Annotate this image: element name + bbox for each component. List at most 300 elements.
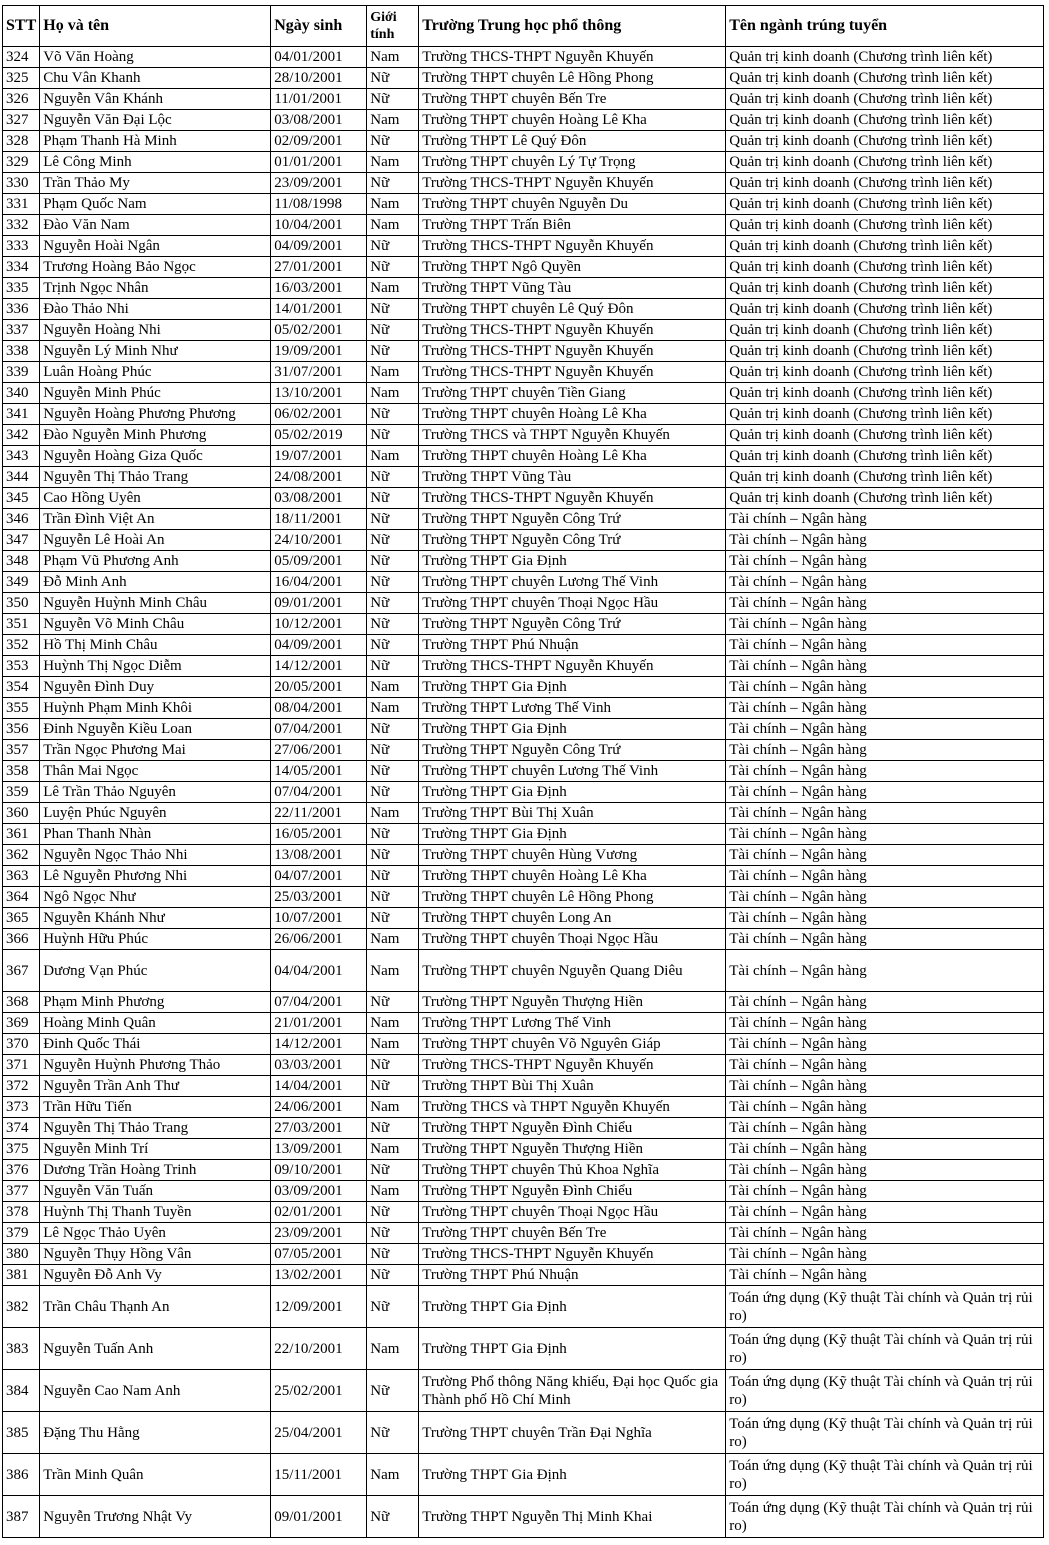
cell-major: Quản trị kinh doanh (Chương trình liên kết) bbox=[726, 47, 1044, 68]
cell-stt: 336 bbox=[3, 299, 40, 320]
cell-major: Tài chính – Ngân hàng bbox=[726, 887, 1044, 908]
table-row bbox=[3, 152, 1044, 173]
cell-major: Quản trị kinh doanh (Chương trình liên kết) bbox=[726, 341, 1044, 362]
cell-dob: 03/03/2001 bbox=[271, 1055, 367, 1076]
cell-school: Trường THPT chuyên Nguyễn Quang Diêu bbox=[419, 950, 726, 992]
cell-major: Tài chính – Ngân hàng bbox=[726, 656, 1044, 677]
table-body bbox=[3, 47, 1044, 1538]
cell-school: Trường THCS-THPT Nguyễn Khuyến bbox=[419, 1055, 726, 1076]
cell-school: Trường THPT chuyên Thoại Ngọc Hầu bbox=[419, 929, 726, 950]
cell-school: Trường THCS-THPT Nguyễn Khuyến bbox=[419, 656, 726, 677]
cell-school: Trường THPT Gia Định bbox=[419, 1454, 726, 1496]
cell-school: Trường THPT chuyên Bến Tre bbox=[419, 89, 726, 110]
cell-stt: 357 bbox=[3, 740, 40, 761]
cell-stt: 337 bbox=[3, 320, 40, 341]
cell-school: Trường THPT chuyên Lê Hồng Phong bbox=[419, 68, 726, 89]
cell-dob: 10/07/2001 bbox=[271, 908, 367, 929]
cell-major: Tài chính – Ngân hàng bbox=[726, 572, 1044, 593]
cell-name: Dương Trần Hoàng Trinh bbox=[40, 1160, 271, 1181]
cell-major: Tài chính – Ngân hàng bbox=[726, 1097, 1044, 1118]
cell-major: Tài chính – Ngân hàng bbox=[726, 1160, 1044, 1181]
table-row bbox=[3, 383, 1044, 404]
cell-school: Trường THPT chuyên Hùng Vương bbox=[419, 845, 726, 866]
table-row bbox=[3, 89, 1044, 110]
cell-school: Trường THPT Lương Thế Vinh bbox=[419, 1013, 726, 1034]
cell-gender: Nam bbox=[367, 47, 419, 68]
cell-gender: Nữ bbox=[367, 131, 419, 152]
cell-dob: 23/09/2001 bbox=[271, 173, 367, 194]
table-row bbox=[3, 656, 1044, 677]
cell-dob: 22/10/2001 bbox=[271, 1328, 367, 1370]
cell-name: Đào Thảo Nhi bbox=[40, 299, 271, 320]
cell-dob: 07/04/2001 bbox=[271, 719, 367, 740]
cell-name: Huỳnh Thị Thanh Tuyền bbox=[40, 1202, 271, 1223]
cell-name: Nguyễn Hoài Ngân bbox=[40, 236, 271, 257]
cell-dob: 04/09/2001 bbox=[271, 236, 367, 257]
cell-major: Toán ứng dụng (Kỹ thuật Tài chính và Quản trị rủi ro) bbox=[726, 1454, 1044, 1496]
cell-school: Trường THPT Nguyễn Thượng Hiền bbox=[419, 1139, 726, 1160]
cell-dob: 07/04/2001 bbox=[271, 992, 367, 1013]
cell-stt: 351 bbox=[3, 614, 40, 635]
cell-major: Tài chính – Ngân hàng bbox=[726, 908, 1044, 929]
table-row bbox=[3, 866, 1044, 887]
cell-stt: 376 bbox=[3, 1160, 40, 1181]
cell-gender: Nữ bbox=[367, 1076, 419, 1097]
cell-school: Trường THPT Lê Quý Đôn bbox=[419, 131, 726, 152]
cell-dob: 24/06/2001 bbox=[271, 1097, 367, 1118]
cell-name: Lê Nguyễn Phương Nhi bbox=[40, 866, 271, 887]
table-row bbox=[3, 761, 1044, 782]
cell-name: Trần Minh Quân bbox=[40, 1454, 271, 1496]
cell-stt: 383 bbox=[3, 1328, 40, 1370]
cell-major: Quản trị kinh doanh (Chương trình liên kết) bbox=[726, 68, 1044, 89]
table-row bbox=[3, 803, 1044, 824]
cell-name: Trương Hoàng Bảo Ngọc bbox=[40, 257, 271, 278]
cell-major: Tài chính – Ngân hàng bbox=[726, 992, 1044, 1013]
cell-name: Hồ Thị Minh Châu bbox=[40, 635, 271, 656]
cell-school: Trường THCS-THPT Nguyễn Khuyến bbox=[419, 320, 726, 341]
table-row bbox=[3, 1223, 1044, 1244]
cell-dob: 25/03/2001 bbox=[271, 887, 367, 908]
cell-name: Đào Nguyễn Minh Phương bbox=[40, 425, 271, 446]
cell-gender: Nữ bbox=[367, 1286, 419, 1328]
cell-dob: 07/04/2001 bbox=[271, 782, 367, 803]
cell-dob: 04/07/2001 bbox=[271, 866, 367, 887]
cell-name: Lê Trần Thảo Nguyên bbox=[40, 782, 271, 803]
cell-gender: Nữ bbox=[367, 908, 419, 929]
header-gender: Giới tính bbox=[367, 6, 419, 47]
cell-gender: Nữ bbox=[367, 782, 419, 803]
cell-gender: Nữ bbox=[367, 488, 419, 509]
cell-dob: 14/12/2001 bbox=[271, 656, 367, 677]
cell-stt: 366 bbox=[3, 929, 40, 950]
cell-gender: Nữ bbox=[367, 1496, 419, 1538]
cell-name: Nguyễn Văn Tuấn bbox=[40, 1181, 271, 1202]
cell-dob: 02/01/2001 bbox=[271, 1202, 367, 1223]
cell-school: Trường THPT Bùi Thị Xuân bbox=[419, 803, 726, 824]
cell-stt: 338 bbox=[3, 341, 40, 362]
cell-school: Trường THPT Phú Nhuận bbox=[419, 1265, 726, 1286]
cell-gender: Nữ bbox=[367, 719, 419, 740]
cell-dob: 03/08/2001 bbox=[271, 110, 367, 131]
cell-stt: 380 bbox=[3, 1244, 40, 1265]
cell-name: Đinh Quốc Thái bbox=[40, 1034, 271, 1055]
cell-gender: Nam bbox=[367, 278, 419, 299]
cell-stt: 367 bbox=[3, 950, 40, 992]
cell-name: Nguyễn Thụy Hồng Vân bbox=[40, 1244, 271, 1265]
cell-gender: Nữ bbox=[367, 614, 419, 635]
table-row bbox=[3, 194, 1044, 215]
table-row bbox=[3, 1055, 1044, 1076]
cell-name: Đinh Nguyễn Kiều Loan bbox=[40, 719, 271, 740]
cell-gender: Nữ bbox=[367, 257, 419, 278]
cell-school: Trường THPT chuyên Tiền Giang bbox=[419, 383, 726, 404]
cell-school: Trường THPT Nguyễn Đình Chiểu bbox=[419, 1181, 726, 1202]
cell-name: Nguyễn Hoàng Giza Quốc bbox=[40, 446, 271, 467]
cell-gender: Nam bbox=[367, 803, 419, 824]
cell-dob: 26/06/2001 bbox=[271, 929, 367, 950]
cell-gender: Nữ bbox=[367, 656, 419, 677]
table-row bbox=[3, 950, 1044, 992]
cell-gender: Nữ bbox=[367, 866, 419, 887]
cell-dob: 16/04/2001 bbox=[271, 572, 367, 593]
table-row bbox=[3, 173, 1044, 194]
cell-dob: 14/12/2001 bbox=[271, 1034, 367, 1055]
table-row bbox=[3, 68, 1044, 89]
cell-school: Trường THPT chuyên Thoại Ngọc Hầu bbox=[419, 593, 726, 614]
cell-gender: Nữ bbox=[367, 1160, 419, 1181]
cell-major: Quản trị kinh doanh (Chương trình liên kết) bbox=[726, 278, 1044, 299]
cell-school: Trường THPT Lương Thế Vinh bbox=[419, 698, 726, 719]
cell-major: Quản trị kinh doanh (Chương trình liên kết) bbox=[726, 194, 1044, 215]
cell-name: Nguyễn Hoàng Nhi bbox=[40, 320, 271, 341]
cell-gender: Nữ bbox=[367, 299, 419, 320]
cell-name: Huỳnh Phạm Minh Khôi bbox=[40, 698, 271, 719]
cell-name: Nguyễn Võ Minh Châu bbox=[40, 614, 271, 635]
table-row bbox=[3, 47, 1044, 68]
cell-major: Tài chính – Ngân hàng bbox=[726, 614, 1044, 635]
table-row bbox=[3, 1160, 1044, 1181]
admission-table bbox=[2, 5, 1044, 1538]
table-row bbox=[3, 215, 1044, 236]
cell-gender: Nữ bbox=[367, 845, 419, 866]
cell-dob: 13/10/2001 bbox=[271, 383, 367, 404]
cell-major: Tài chính – Ngân hàng bbox=[726, 845, 1044, 866]
table-row bbox=[3, 362, 1044, 383]
cell-name: Phạm Thanh Hà Minh bbox=[40, 131, 271, 152]
table-row bbox=[3, 1181, 1044, 1202]
cell-major: Tài chính – Ngân hàng bbox=[726, 509, 1044, 530]
cell-major: Tài chính – Ngân hàng bbox=[726, 677, 1044, 698]
cell-school: Trường THPT Ngô Quyền bbox=[419, 257, 726, 278]
cell-stt: 359 bbox=[3, 782, 40, 803]
cell-major: Quản trị kinh doanh (Chương trình liên kết) bbox=[726, 320, 1044, 341]
cell-dob: 04/09/2001 bbox=[271, 635, 367, 656]
cell-stt: 364 bbox=[3, 887, 40, 908]
cell-dob: 21/01/2001 bbox=[271, 1013, 367, 1034]
cell-school: Trường THCS-THPT Nguyễn Khuyến bbox=[419, 488, 726, 509]
cell-name: Phạm Minh Phương bbox=[40, 992, 271, 1013]
cell-school: Trường THPT chuyên Thoại Ngọc Hầu bbox=[419, 1202, 726, 1223]
cell-gender: Nữ bbox=[367, 572, 419, 593]
cell-dob: 14/01/2001 bbox=[271, 299, 367, 320]
cell-gender: Nữ bbox=[367, 404, 419, 425]
cell-stt: 384 bbox=[3, 1370, 40, 1412]
cell-dob: 05/09/2001 bbox=[271, 551, 367, 572]
table-row bbox=[3, 404, 1044, 425]
cell-gender: Nữ bbox=[367, 1055, 419, 1076]
cell-gender: Nữ bbox=[367, 509, 419, 530]
cell-name: Trần Hữu Tiến bbox=[40, 1097, 271, 1118]
cell-name: Luân Hoàng Phúc bbox=[40, 362, 271, 383]
cell-name: Nguyễn Hoàng Phương Phương bbox=[40, 404, 271, 425]
table-row bbox=[3, 1202, 1044, 1223]
cell-major: Tài chính – Ngân hàng bbox=[726, 1181, 1044, 1202]
cell-gender: Nam bbox=[367, 383, 419, 404]
header-name: Họ và tên bbox=[40, 6, 271, 47]
table-row bbox=[3, 1139, 1044, 1160]
cell-gender: Nam bbox=[367, 1013, 419, 1034]
cell-school: Trường THPT Gia Định bbox=[419, 1328, 726, 1370]
cell-stt: 373 bbox=[3, 1097, 40, 1118]
cell-stt: 368 bbox=[3, 992, 40, 1013]
cell-stt: 332 bbox=[3, 215, 40, 236]
cell-name: Đào Văn Nam bbox=[40, 215, 271, 236]
cell-name: Phạm Quốc Nam bbox=[40, 194, 271, 215]
cell-school: Trường THPT chuyên Võ Nguyên Giáp bbox=[419, 1034, 726, 1055]
cell-stt: 352 bbox=[3, 635, 40, 656]
table-row bbox=[3, 1034, 1044, 1055]
cell-gender: Nữ bbox=[367, 68, 419, 89]
cell-gender: Nam bbox=[367, 1139, 419, 1160]
table-row bbox=[3, 782, 1044, 803]
cell-school: Trường THPT Phú Nhuận bbox=[419, 635, 726, 656]
cell-dob: 16/05/2001 bbox=[271, 824, 367, 845]
cell-school: Trường THCS-THPT Nguyễn Khuyến bbox=[419, 236, 726, 257]
cell-gender: Nam bbox=[367, 215, 419, 236]
cell-dob: 18/11/2001 bbox=[271, 509, 367, 530]
cell-gender: Nữ bbox=[367, 1118, 419, 1139]
cell-major: Tài chính – Ngân hàng bbox=[726, 1034, 1044, 1055]
cell-major: Quản trị kinh doanh (Chương trình liên kết) bbox=[726, 257, 1044, 278]
cell-school: Trường THPT Nguyễn Công Trứ bbox=[419, 530, 726, 551]
cell-gender: Nam bbox=[367, 929, 419, 950]
cell-name: Nguyễn Lê Hoài An bbox=[40, 530, 271, 551]
cell-name: Nguyễn Trần Anh Thư bbox=[40, 1076, 271, 1097]
cell-name: Nguyễn Huỳnh Phương Thảo bbox=[40, 1055, 271, 1076]
cell-name: Trần Đình Việt An bbox=[40, 509, 271, 530]
cell-stt: 333 bbox=[3, 236, 40, 257]
cell-name: Đặng Thu Hằng bbox=[40, 1412, 271, 1454]
cell-name: Nguyễn Cao Nam Anh bbox=[40, 1370, 271, 1412]
cell-dob: 25/02/2001 bbox=[271, 1370, 367, 1412]
cell-stt: 360 bbox=[3, 803, 40, 824]
cell-school: Trường Phổ thông Năng khiếu, Đại học Quốc gia Thành phố Hồ Chí Minh bbox=[419, 1370, 726, 1412]
table-row bbox=[3, 1496, 1044, 1538]
cell-gender: Nữ bbox=[367, 992, 419, 1013]
cell-stt: 362 bbox=[3, 845, 40, 866]
cell-gender: Nữ bbox=[367, 173, 419, 194]
cell-school: Trường THPT Nguyễn Đình Chiểu bbox=[419, 1118, 726, 1139]
cell-major: Tài chính – Ngân hàng bbox=[726, 593, 1044, 614]
cell-school: Trường THCS và THPT Nguyễn Khuyến bbox=[419, 425, 726, 446]
table-row bbox=[3, 299, 1044, 320]
table-row bbox=[3, 1244, 1044, 1265]
table-row bbox=[3, 1013, 1044, 1034]
cell-major: Tài chính – Ngân hàng bbox=[726, 1139, 1044, 1160]
cell-major: Quản trị kinh doanh (Chương trình liên kết) bbox=[726, 173, 1044, 194]
cell-dob: 09/01/2001 bbox=[271, 593, 367, 614]
cell-dob: 09/01/2001 bbox=[271, 1496, 367, 1538]
cell-name: Trần Châu Thạnh An bbox=[40, 1286, 271, 1328]
cell-name: Nguyễn Đỗ Anh Vy bbox=[40, 1265, 271, 1286]
cell-stt: 342 bbox=[3, 425, 40, 446]
cell-school: Trường THPT chuyên Thủ Khoa Nghĩa bbox=[419, 1160, 726, 1181]
cell-school: Trường THCS-THPT Nguyễn Khuyến bbox=[419, 47, 726, 68]
cell-dob: 23/09/2001 bbox=[271, 1223, 367, 1244]
cell-school: Trường THPT chuyên Hoàng Lê Kha bbox=[419, 866, 726, 887]
cell-dob: 08/04/2001 bbox=[271, 698, 367, 719]
cell-major: Tài chính – Ngân hàng bbox=[726, 824, 1044, 845]
cell-name: Phan Thanh Nhàn bbox=[40, 824, 271, 845]
cell-gender: Nữ bbox=[367, 1244, 419, 1265]
table-row bbox=[3, 257, 1044, 278]
cell-name: Nguyễn Minh Phúc bbox=[40, 383, 271, 404]
cell-gender: Nam bbox=[367, 1034, 419, 1055]
cell-major: Toán ứng dụng (Kỹ thuật Tài chính và Quản trị rủi ro) bbox=[726, 1328, 1044, 1370]
table-row bbox=[3, 824, 1044, 845]
cell-dob: 14/04/2001 bbox=[271, 1076, 367, 1097]
cell-major: Quản trị kinh doanh (Chương trình liên kết) bbox=[726, 131, 1044, 152]
cell-major: Tài chính – Ngân hàng bbox=[726, 1223, 1044, 1244]
table-row bbox=[3, 635, 1044, 656]
cell-major: Tài chính – Ngân hàng bbox=[726, 761, 1044, 782]
cell-school: Trường THPT Nguyễn Thị Minh Khai bbox=[419, 1496, 726, 1538]
cell-name: Ngô Ngọc Như bbox=[40, 887, 271, 908]
cell-gender: Nữ bbox=[367, 740, 419, 761]
table-row bbox=[3, 320, 1044, 341]
cell-stt: 348 bbox=[3, 551, 40, 572]
table-header-row bbox=[3, 6, 1044, 47]
cell-stt: 371 bbox=[3, 1055, 40, 1076]
table-row bbox=[3, 446, 1044, 467]
cell-dob: 13/02/2001 bbox=[271, 1265, 367, 1286]
cell-gender: Nữ bbox=[367, 887, 419, 908]
cell-stt: 335 bbox=[3, 278, 40, 299]
table-row bbox=[3, 341, 1044, 362]
cell-school: Trường THPT Bùi Thị Xuân bbox=[419, 1076, 726, 1097]
cell-major: Quản trị kinh doanh (Chương trình liên kết) bbox=[726, 152, 1044, 173]
cell-dob: 28/10/2001 bbox=[271, 68, 367, 89]
cell-stt: 387 bbox=[3, 1496, 40, 1538]
cell-school: Trường THPT chuyên Trần Đại Nghĩa bbox=[419, 1412, 726, 1454]
cell-gender: Nam bbox=[367, 152, 419, 173]
cell-gender: Nữ bbox=[367, 1223, 419, 1244]
cell-gender: Nữ bbox=[367, 236, 419, 257]
cell-gender: Nữ bbox=[367, 341, 419, 362]
cell-name: Nguyễn Tuấn Anh bbox=[40, 1328, 271, 1370]
cell-name: Luyện Phúc Nguyên bbox=[40, 803, 271, 824]
cell-school: Trường THPT Nguyễn Công Trứ bbox=[419, 614, 726, 635]
cell-dob: 05/02/2001 bbox=[271, 320, 367, 341]
cell-dob: 11/01/2001 bbox=[271, 89, 367, 110]
cell-name: Trịnh Ngọc Nhân bbox=[40, 278, 271, 299]
cell-major: Quản trị kinh doanh (Chương trình liên kết) bbox=[726, 404, 1044, 425]
cell-dob: 19/09/2001 bbox=[271, 341, 367, 362]
cell-dob: 27/06/2001 bbox=[271, 740, 367, 761]
cell-stt: 329 bbox=[3, 152, 40, 173]
cell-name: Nguyễn Thị Thảo Trang bbox=[40, 1118, 271, 1139]
cell-dob: 02/09/2001 bbox=[271, 131, 367, 152]
cell-major: Tài chính – Ngân hàng bbox=[726, 530, 1044, 551]
cell-stt: 355 bbox=[3, 698, 40, 719]
cell-gender: Nữ bbox=[367, 320, 419, 341]
cell-major: Tài chính – Ngân hàng bbox=[726, 1265, 1044, 1286]
cell-major: Tài chính – Ngân hàng bbox=[726, 551, 1044, 572]
cell-major: Tài chính – Ngân hàng bbox=[726, 950, 1044, 992]
cell-major: Toán ứng dụng (Kỹ thuật Tài chính và Quản trị rủi ro) bbox=[726, 1496, 1044, 1538]
cell-gender: Nữ bbox=[367, 635, 419, 656]
table-row bbox=[3, 908, 1044, 929]
cell-dob: 04/04/2001 bbox=[271, 950, 367, 992]
cell-stt: 358 bbox=[3, 761, 40, 782]
table-row bbox=[3, 992, 1044, 1013]
cell-gender: Nam bbox=[367, 362, 419, 383]
table-row bbox=[3, 1118, 1044, 1139]
cell-stt: 378 bbox=[3, 1202, 40, 1223]
cell-major: Quản trị kinh doanh (Chương trình liên kết) bbox=[726, 446, 1044, 467]
cell-stt: 356 bbox=[3, 719, 40, 740]
cell-name: Đỗ Minh Anh bbox=[40, 572, 271, 593]
cell-stt: 365 bbox=[3, 908, 40, 929]
cell-dob: 12/09/2001 bbox=[271, 1286, 367, 1328]
header-major: Tên ngành trúng tuyển bbox=[726, 6, 1044, 47]
cell-school: Trường THPT chuyên Long An bbox=[419, 908, 726, 929]
cell-gender: Nữ bbox=[367, 1412, 419, 1454]
cell-major: Tài chính – Ngân hàng bbox=[726, 1202, 1044, 1223]
cell-major: Quản trị kinh doanh (Chương trình liên kết) bbox=[726, 467, 1044, 488]
cell-school: Trường THPT chuyên Lương Thế Vinh bbox=[419, 761, 726, 782]
table-row bbox=[3, 1412, 1044, 1454]
cell-school: Trường THPT chuyên Lương Thế Vinh bbox=[419, 572, 726, 593]
table-row bbox=[3, 131, 1044, 152]
cell-gender: Nam bbox=[367, 677, 419, 698]
cell-gender: Nam bbox=[367, 194, 419, 215]
cell-major: Toán ứng dụng (Kỹ thuật Tài chính và Quản trị rủi ro) bbox=[726, 1370, 1044, 1412]
cell-stt: 372 bbox=[3, 1076, 40, 1097]
table-row bbox=[3, 530, 1044, 551]
cell-school: Trường THPT chuyên Lê Quý Đôn bbox=[419, 299, 726, 320]
cell-gender: Nữ bbox=[367, 761, 419, 782]
cell-gender: Nữ bbox=[367, 551, 419, 572]
cell-major: Tài chính – Ngân hàng bbox=[726, 782, 1044, 803]
cell-dob: 04/01/2001 bbox=[271, 47, 367, 68]
cell-major: Tài chính – Ngân hàng bbox=[726, 803, 1044, 824]
cell-school: Trường THPT chuyên Hoàng Lê Kha bbox=[419, 110, 726, 131]
cell-school: Trường THPT chuyên Bến Tre bbox=[419, 1223, 726, 1244]
cell-gender: Nữ bbox=[367, 593, 419, 614]
cell-stt: 382 bbox=[3, 1286, 40, 1328]
cell-dob: 01/01/2001 bbox=[271, 152, 367, 173]
cell-school: Trường THPT chuyên Hoàng Lê Kha bbox=[419, 404, 726, 425]
table-row bbox=[3, 572, 1044, 593]
cell-school: Trường THCS-THPT Nguyễn Khuyến bbox=[419, 1244, 726, 1265]
cell-dob: 11/08/1998 bbox=[271, 194, 367, 215]
table-row bbox=[3, 698, 1044, 719]
cell-school: Trường THPT Nguyễn Công Trứ bbox=[419, 509, 726, 530]
cell-major: Tài chính – Ngân hàng bbox=[726, 866, 1044, 887]
cell-stt: 354 bbox=[3, 677, 40, 698]
